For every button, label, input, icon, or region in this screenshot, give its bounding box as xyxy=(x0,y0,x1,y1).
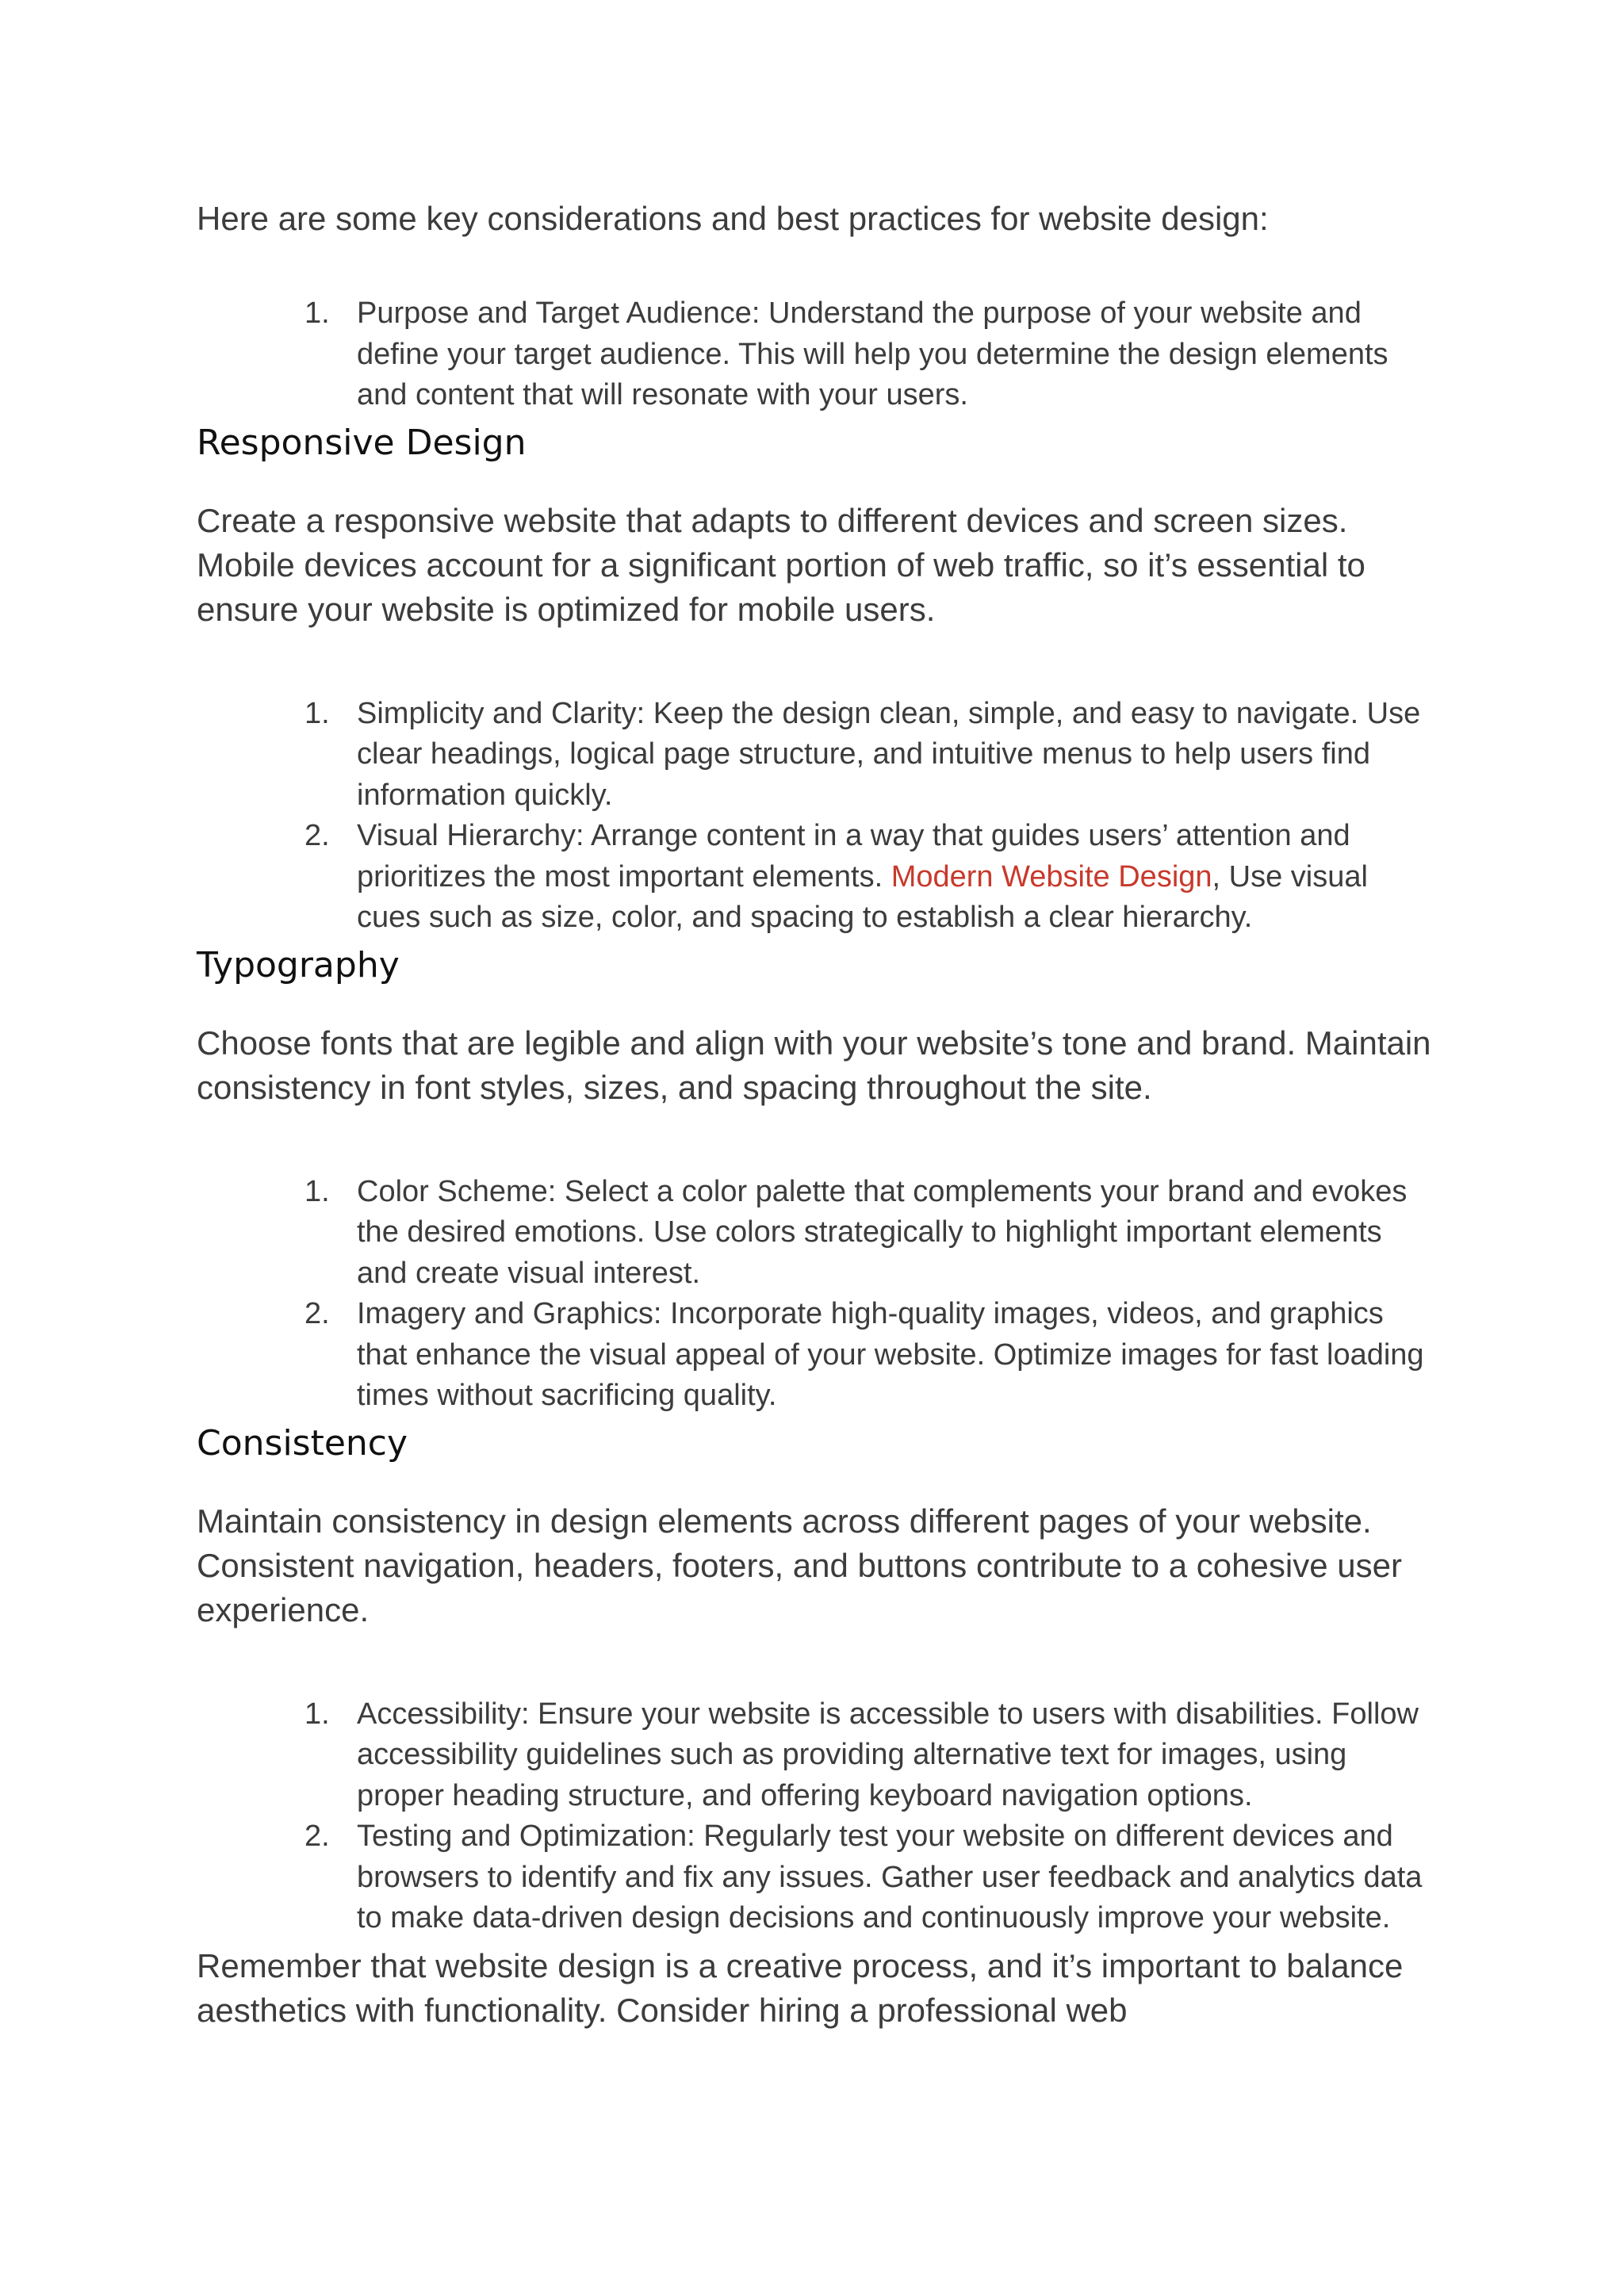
list-item-number: 2. xyxy=(304,1297,330,1330)
list-item-text: Color Scheme: Select a color palette that complements your brand and evokes the desired emotions. Use colors strategically to highlight important elements and create visual interest. xyxy=(357,1174,1408,1290)
heading-consistency: Consistency xyxy=(197,1422,408,1464)
list-item xyxy=(197,816,1434,939)
list-item xyxy=(197,293,1434,416)
paragraph-responsive-design: Create a responsive website that adapts to different devices and screen sizes. Mobile devices account for a significant portion of web traffic, so it’s essential to ensure your website is optimized for mobile users. xyxy=(197,501,1365,628)
list-item-text-before-link: Visual Hierarchy: Arrange content in a way that guides users’ attention and prioritizes the most important elements. xyxy=(357,819,1350,894)
list-item-number: 1. xyxy=(304,696,330,730)
list-item xyxy=(197,1294,1434,1417)
list-item-number: 1. xyxy=(304,1697,330,1731)
list-item-text: Imagery and Graphics: Incorporate high-quality images, videos, and graphics that enhance the visual appeal of your website. Optimize images for fast loading times without sacrificing quality. xyxy=(357,1297,1424,1412)
heading-responsive-design: Responsive Design xyxy=(197,422,527,463)
intro-paragraph: Here are some key considerations and best practices for website design: xyxy=(197,200,1269,237)
list-item-number: 1. xyxy=(304,297,330,330)
list-item-number: 2. xyxy=(304,1820,330,1853)
heading-typography: Typography xyxy=(197,944,400,985)
paragraph-typography: Choose fonts that are legible and align with your website’s tone and brand. Maintain consistency in font styles, sizes, and spacing throughout the site. xyxy=(197,1024,1431,1106)
list-item-text-after-link: , Use visual cues such as size, color, and spacing to establish a clear hierarchy. xyxy=(357,859,1368,934)
list-item xyxy=(197,1694,1434,1817)
considerations-list-1 xyxy=(197,293,1434,416)
paragraph-consistency: Maintain consistency in design elements across different pages of your website. Consistent navigation, headers, footers, and buttons contribute to a cohesive user experience. xyxy=(197,1502,1402,1628)
list-item-number: 1. xyxy=(304,1174,330,1208)
closing-paragraph: Remember that website design is a creative process, and it’s important to balance aesthetics with functionality. Consider hiring a professional web xyxy=(197,1946,1404,2029)
considerations-list-4 xyxy=(197,1694,1434,1939)
list-item-text: Purpose and Target Audience: Understand the purpose of your website and define your target audience. This will help you determine the design elements and content that will resonate with your users. xyxy=(357,297,1388,411)
considerations-list-2 xyxy=(197,694,1434,939)
list-item-number: 2. xyxy=(304,819,330,852)
list-item xyxy=(197,1172,1434,1295)
document-page xyxy=(197,197,1434,2033)
list-item xyxy=(197,1816,1434,1939)
considerations-list-3 xyxy=(197,1172,1434,1417)
modern-website-design-link[interactable]: Modern Website Design xyxy=(891,859,1212,894)
list-item xyxy=(197,694,1434,817)
list-item-text: Testing and Optimization: Regularly test your website on different devices and browsers to identify and fix any issues. Gather user feedback and analytics data to make data-driven design decisions and continuously improve your website. xyxy=(357,1820,1423,1934)
list-item-text: Simplicity and Clarity: Keep the design clean, simple, and easy to navigate. Use clear headings, logical page structure, and intuitive menus to help users find information quickly. xyxy=(357,696,1421,812)
list-item-text: Accessibility: Ensure your website is accessible to users with disabilities. Follow accessibility guidelines such as providing alternative text for images, using proper heading structure, and offering keyboard navigation options. xyxy=(357,1697,1419,1812)
